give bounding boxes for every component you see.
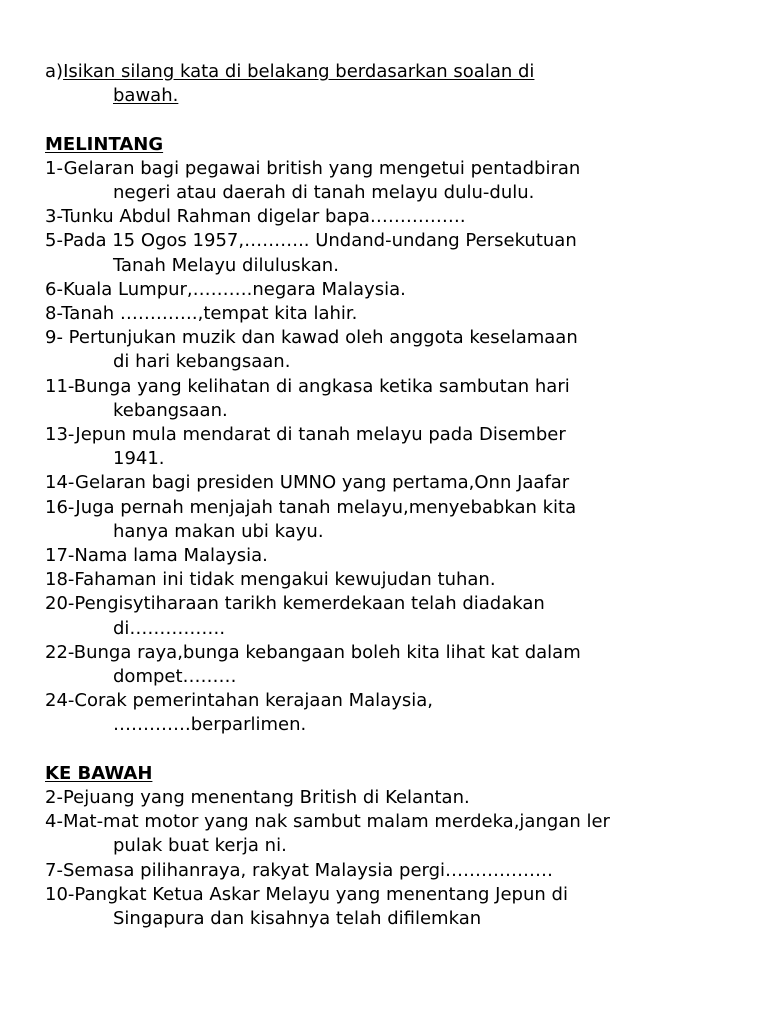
clue-text-cont: negeri atau daerah di tanah melayu dulu-dulu. <box>113 182 535 203</box>
instruction-text: Isikan silang kata di belakang berdasarkan soalan di <box>63 61 535 82</box>
clue-item <box>45 302 745 326</box>
clue-item <box>45 229 745 277</box>
spacer <box>45 108 745 132</box>
clue-text: 16-Juga pernah menjajah tanah melayu,menyebabkan kita <box>45 496 577 518</box>
clue-list-melintang <box>45 157 745 738</box>
clue-text: 8-Tanah ………….,tempat kita lahir. <box>45 303 358 325</box>
clue-text-cont: 1941. <box>113 448 165 470</box>
clue-text: 18-Fahaman ini tidak mengakui kewujudan tuhan. <box>45 569 496 591</box>
clue-text: 17-Nama lama Malaysia. <box>45 545 268 567</box>
clue-text: 13-Jepun mula mendarat di tanah melayu pada Disember <box>45 424 566 446</box>
clue-text-cont: dompet……… <box>113 666 237 688</box>
clue-text: 10-Pangkat Ketua Askar Melayu yang menentang Jepun di <box>45 883 568 905</box>
clue-text: 5-Pada 15 Ogos 1957,……….. Undand-undang Persekutuan <box>45 230 577 252</box>
clue-text-cont: di……………. <box>113 617 226 639</box>
clue-text: 20-Pengisytiharaan tarikh kemerdekaan telah diadakan <box>45 593 545 615</box>
clue-text: 7-Semasa pilihanraya, rakyat Malaysia pergi……………… <box>45 859 554 881</box>
clue-item <box>45 592 745 640</box>
clue-text: 11-Bunga yang kelihatan di angkasa ketika sambutan hari <box>45 375 570 397</box>
section-heading-ke-bawah: KE BAWAH <box>45 762 153 784</box>
clue-text-cont: ………….berparlimen. <box>113 714 307 736</box>
instruction-line-2 <box>45 84 745 108</box>
clue-item <box>45 157 745 205</box>
clue-item <box>45 859 745 883</box>
clue-text: 9- Pertunjukan muzik dan kawad oleh anggota keselamaan <box>45 327 578 349</box>
clue-item <box>45 205 745 229</box>
worksheet <box>45 60 745 931</box>
section-heading-melintang: MELINTANG <box>45 133 164 155</box>
clue-item <box>45 326 745 374</box>
spacer <box>45 738 745 762</box>
clue-item <box>45 810 745 858</box>
clue-item <box>45 786 745 810</box>
clue-text: 14-Gelaran bagi presiden UMNO yang pertama,Onn Jaafar <box>45 472 570 494</box>
clue-text: 2-Pejuang yang menentang British di Kelantan. <box>45 787 470 809</box>
clue-text: 22-Bunga raya,bunga kebangaan boleh kita lihat kat dalam <box>45 641 581 663</box>
clue-text: 3-Tunku Abdul Rahman digelar bapa……………. <box>45 206 466 228</box>
clue-list-ke-bawah <box>45 786 745 931</box>
clue-item <box>45 689 745 737</box>
clue-text-cont: di hari kebangsaan. <box>113 351 291 373</box>
clue-text-cont: Tanah Melayu diluluskan. <box>113 254 339 276</box>
clue-item <box>45 423 745 471</box>
clue-text: 24-Corak pemerintahan kerajaan Malaysia, <box>45 690 433 712</box>
clue-item <box>45 568 745 592</box>
clue-item <box>45 883 745 931</box>
clue-item <box>45 375 745 423</box>
clue-text: 6-Kuala Lumpur,……….negara Malaysia. <box>45 278 406 300</box>
instruction-line-1 <box>45 60 745 84</box>
clue-text-cont: kebangsaan. <box>113 399 228 421</box>
clue-text-cont: Singapura dan kisahnya telah difilemkan <box>113 908 482 930</box>
clue-text: 1-Gelaran bagi pegawai british yang mengetui pentadbiran <box>45 157 581 179</box>
instruction-text-cont: bawah. <box>113 85 179 107</box>
clue-item <box>45 496 745 544</box>
clue-item <box>45 471 745 495</box>
clue-item <box>45 544 745 568</box>
clue-text: 4-Mat-mat motor yang nak sambut malam merdeka,jangan ler <box>45 811 610 833</box>
clue-item <box>45 641 745 689</box>
clue-text-cont: pulak buat kerja ni. <box>113 835 287 857</box>
instruction-prefix: a) <box>45 61 64 82</box>
clue-item <box>45 278 745 302</box>
clue-text-cont: hanya makan ubi kayu. <box>113 520 324 542</box>
